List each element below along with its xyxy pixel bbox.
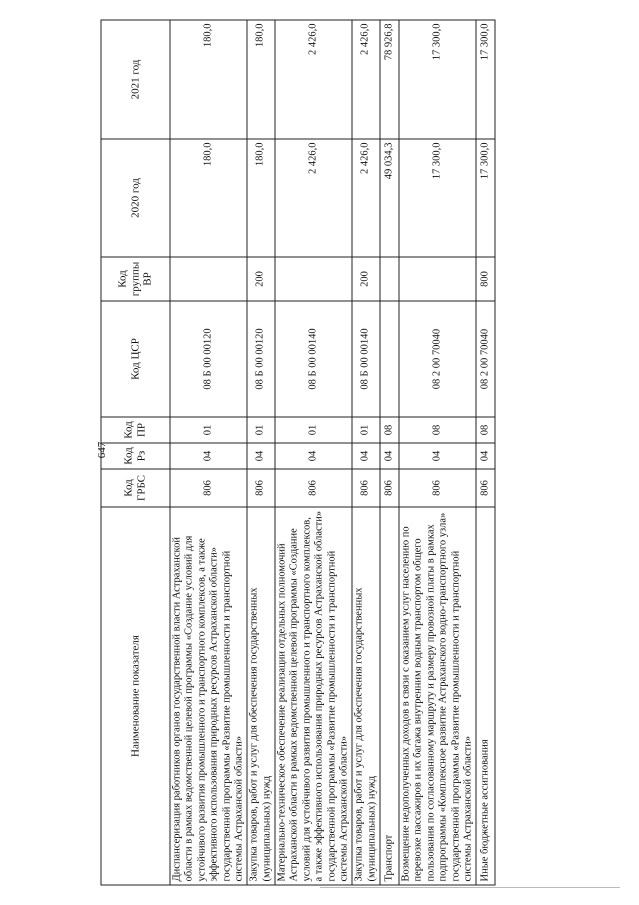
row-pr: 08 [380, 417, 399, 443]
header-rz: Код Рз [101, 443, 170, 469]
row-csr: 08 Б 00 00120 [247, 301, 275, 417]
row-name: Возмещение недополученных доходов в связи с оказанием услуг населению по перевозке пассажиров и их багажа внутренним водным транспортом общего пользования по согласованному маршруту и размеру провозной платы в рамках подпрограммы «Комплексное развитие Астраханского водно-транспортного узла» государственной программы «Развитие промышленности и транспортной системы Астраханской области» [399, 507, 476, 885]
row-vr: 800 [476, 257, 495, 301]
row-2020: 49 034,3 [380, 139, 399, 257]
row-csr: 08 Б 00 00140 [275, 301, 352, 417]
row-2021: 17 300,0 [399, 20, 476, 139]
row-2020: 180,0 [170, 139, 247, 257]
row-rz: 04 [476, 443, 495, 469]
row-2020: 2 426,0 [275, 139, 352, 257]
row-csr [380, 301, 399, 417]
header-vr: Код группы ВР [101, 257, 170, 301]
row-rz: 04 [399, 443, 476, 469]
budget-table [101, 19, 496, 885]
row-rz: 04 [275, 443, 352, 469]
row-grbs: 806 [170, 469, 247, 507]
row-name: Диспансеризация работников органов государственной власти Астраханской области в рамках ведомственной целевой программы «Создание условий для устойчивого развития промышленного и транспортного комплексов, а также эффективного использования природных ресурсов Астраханской области» государственной программы «Развитие промышленности и транспортной системы Астраханской области» [170, 507, 247, 885]
header-pr: Код ПР [101, 417, 170, 443]
row-vr: 200 [352, 257, 380, 301]
row-2020: 180,0 [247, 139, 275, 257]
row-2020: 17 300,0 [399, 139, 476, 257]
row-vr [399, 257, 476, 301]
row-pr: 01 [275, 417, 352, 443]
row-2020: 2 426,0 [352, 139, 380, 257]
row-2021: 180,0 [247, 20, 275, 139]
row-grbs: 806 [399, 469, 476, 507]
rotated-sheet [101, 20, 539, 885]
header-2021: 2021 год [101, 20, 170, 139]
row-grbs: 806 [275, 469, 352, 507]
bottom-rule [320, 887, 620, 888]
row-csr: 08 2 00 70040 [399, 301, 476, 417]
row-name: Материально-техническое обеспечение реализации отдельных полномочий Астраханской области в рамках ведомственной целевой программы «Создание условий для устойчивого развития промышленного и транспортного комплексов, а также эффективного использования природных ресурсов Астраханской области» государственной программы «Развитие промышленности и транспортной системы Астраханской области» [275, 507, 352, 885]
row-grbs: 806 [352, 469, 380, 507]
row-pr: 01 [170, 417, 247, 443]
row-name: Транспорт [380, 507, 399, 885]
row-csr: 08 Б 00 00140 [352, 301, 380, 417]
row-vr [380, 257, 399, 301]
table-row [380, 20, 399, 885]
row-grbs: 806 [380, 469, 399, 507]
row-2021: 78 926,8 [380, 20, 399, 139]
row-csr: 08 Б 00 00120 [170, 301, 247, 417]
header-csr: Код ЦСР [101, 301, 170, 417]
row-2021: 180,0 [170, 20, 247, 139]
table-row [170, 20, 247, 885]
row-rz: 04 [170, 443, 247, 469]
row-rz: 04 [352, 443, 380, 469]
table-row [399, 20, 476, 885]
header-grbs: Код ГРБС [101, 469, 170, 507]
row-csr: 08 2 00 70040 [476, 301, 495, 417]
row-name: Иные бюджетные ассигнования [476, 507, 495, 885]
table-row [352, 20, 380, 885]
row-rz: 04 [380, 443, 399, 469]
row-name: Закупка товаров, работ и услуг для обеспечения государственных (муниципальных) нужд [352, 507, 380, 885]
row-vr [170, 257, 247, 301]
row-2021: 2 426,0 [352, 20, 380, 139]
header-2020: 2020 год [101, 139, 170, 257]
row-pr: 01 [352, 417, 380, 443]
row-2021: 2 426,0 [275, 20, 352, 139]
row-pr: 01 [247, 417, 275, 443]
row-vr [275, 257, 352, 301]
row-grbs: 806 [476, 469, 495, 507]
row-pr: 08 [399, 417, 476, 443]
row-grbs: 806 [247, 469, 275, 507]
row-2021: 17 300,0 [476, 20, 495, 139]
table-row [275, 20, 352, 885]
row-pr: 08 [476, 417, 495, 443]
row-vr: 200 [247, 257, 275, 301]
header-row [101, 20, 170, 885]
table-row [476, 20, 495, 885]
row-name: Закупка товаров, работ и услуг для обеспечения государственных (муниципальных) нужд [247, 507, 275, 885]
row-rz: 04 [247, 443, 275, 469]
header-name: Наименование показателя [101, 507, 170, 885]
table-row [247, 20, 275, 885]
row-2020: 17 300,0 [476, 139, 495, 257]
page-number: 647 [96, 441, 108, 459]
